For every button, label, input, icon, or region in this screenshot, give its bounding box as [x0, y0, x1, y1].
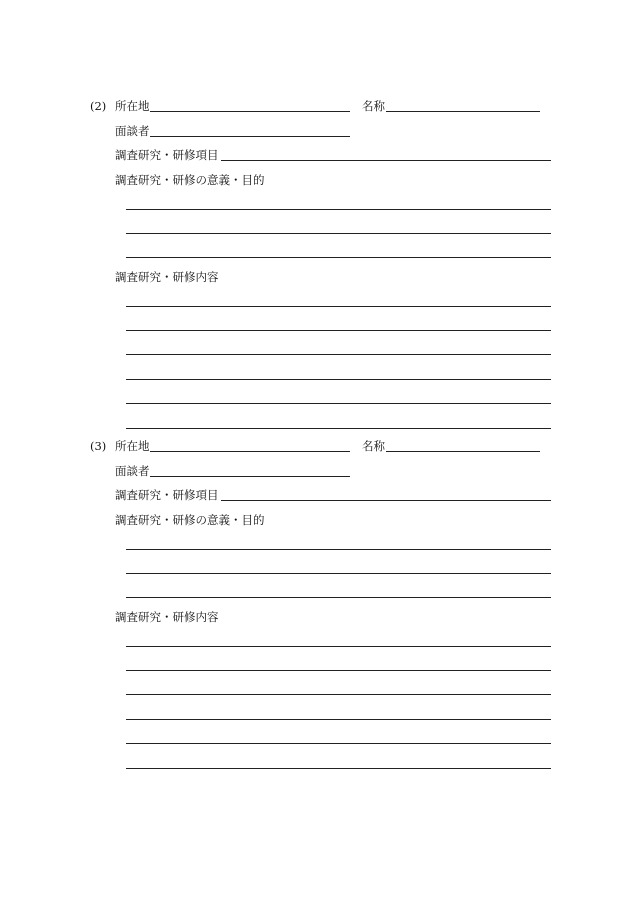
purpose-label: 調査研究・研修の意義・目的 [115, 173, 265, 187]
content-line[interactable] [126, 670, 551, 671]
subject-label: 調査研究・研修項目 [115, 488, 219, 502]
name-field-line[interactable] [386, 111, 540, 112]
content-line[interactable] [126, 403, 551, 404]
name-label: 名称 [362, 439, 385, 453]
subject-field-line[interactable] [221, 500, 551, 501]
interviewer-label: 面談者 [115, 124, 150, 138]
purpose-line[interactable] [126, 209, 551, 210]
content-line[interactable] [126, 330, 551, 331]
purpose-line[interactable] [126, 257, 551, 258]
purpose-line[interactable] [126, 233, 551, 234]
location-field-line[interactable] [150, 451, 350, 452]
location-field-line[interactable] [150, 111, 350, 112]
content-line[interactable] [126, 743, 551, 744]
name-field-line[interactable] [386, 451, 540, 452]
subject-field-line[interactable] [221, 160, 551, 161]
content-label: 調査研究・研修内容 [115, 610, 219, 624]
purpose-line[interactable] [126, 549, 551, 550]
purpose-line[interactable] [126, 573, 551, 574]
location-label: 所在地 [115, 439, 150, 453]
purpose-line[interactable] [126, 597, 551, 598]
subject-label: 調査研究・研修項目 [115, 148, 219, 162]
interviewer-field-line[interactable] [150, 476, 350, 477]
content-line[interactable] [126, 379, 551, 380]
content-line[interactable] [126, 354, 551, 355]
content-line[interactable] [126, 719, 551, 720]
purpose-label: 調査研究・研修の意義・目的 [115, 513, 265, 527]
content-label: 調査研究・研修内容 [115, 270, 219, 284]
content-line[interactable] [126, 768, 551, 769]
interviewer-field-line[interactable] [150, 136, 350, 137]
content-line[interactable] [126, 646, 551, 647]
content-line[interactable] [126, 428, 551, 429]
interviewer-label: 面談者 [115, 464, 150, 478]
section-number: (2) [90, 99, 107, 113]
content-line[interactable] [126, 694, 551, 695]
name-label: 名称 [362, 99, 385, 113]
location-label: 所在地 [115, 99, 150, 113]
section-number: (3) [90, 439, 107, 453]
content-line[interactable] [126, 306, 551, 307]
